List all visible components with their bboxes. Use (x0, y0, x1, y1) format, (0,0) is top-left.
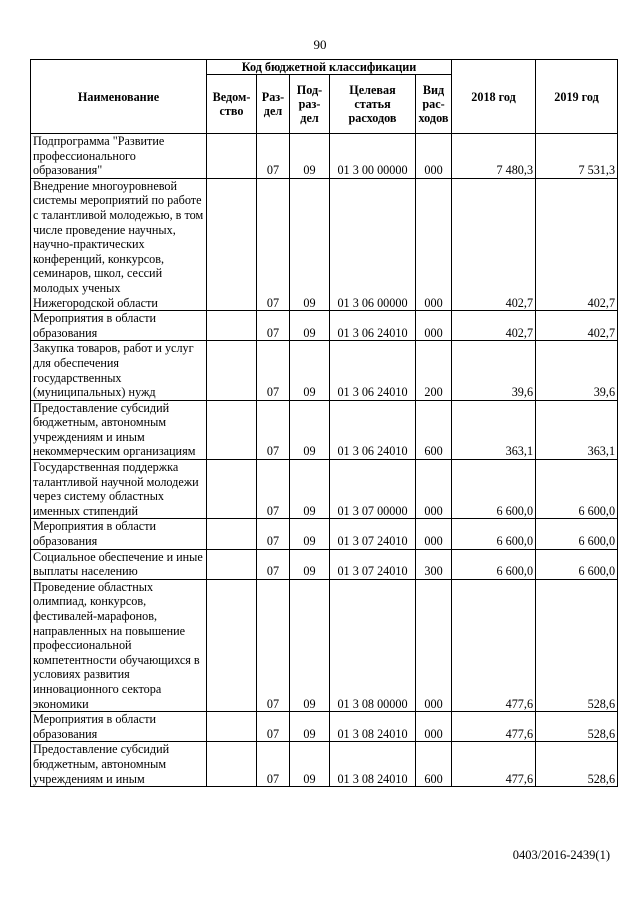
table-row (31, 742, 618, 787)
header-podrazdel (290, 75, 330, 134)
cell-podrazdel: 09 (290, 400, 330, 459)
cell-2019: 528,6 (536, 579, 618, 711)
budget-table (30, 59, 618, 787)
cell-2018: 402,7 (452, 311, 536, 341)
table-row (31, 549, 618, 579)
header-vedomstvo-text: Ведом-ство (212, 90, 251, 118)
table-row (31, 579, 618, 711)
cell-name: Мероприятия в области образования (31, 311, 207, 341)
header-code-group: Код бюджетной классификации (207, 60, 452, 75)
cell-vedomstvo (207, 712, 257, 742)
cell-vid: 000 (416, 134, 452, 179)
cell-podrazdel: 09 (290, 311, 330, 341)
cell-vedomstvo (207, 742, 257, 787)
cell-name: Государственная поддержка талантливой научной молодежи через систему областных именных стипендий (31, 460, 207, 519)
cell-razdel: 07 (257, 341, 290, 400)
cell-vid: 000 (416, 519, 452, 549)
header-2019: 2019 год (536, 60, 618, 134)
cell-podrazdel: 09 (290, 134, 330, 179)
cell-podrazdel: 09 (290, 460, 330, 519)
cell-razdel: 07 (257, 519, 290, 549)
cell-celevaya: 01 3 06 24010 (330, 400, 416, 459)
cell-celevaya: 01 3 07 24010 (330, 549, 416, 579)
cell-2019: 363,1 (536, 400, 618, 459)
cell-name: Внедрение многоуровневой системы мероприятий по работе с талантливой молодежью, в том числе проведение научных, научно-практических конференций, конкурсов, семинаров, школ, сессий молодых ученых Нижегородской области (31, 178, 207, 310)
cell-celevaya: 01 3 07 24010 (330, 519, 416, 549)
cell-2018: 6 600,0 (452, 460, 536, 519)
cell-2019: 6 600,0 (536, 460, 618, 519)
table-row (31, 519, 618, 549)
cell-name: Предоставление субсидий бюджетным, автономным учреждениям и иным (31, 742, 207, 787)
cell-celevaya: 01 3 08 24010 (330, 742, 416, 787)
cell-2018: 6 600,0 (452, 549, 536, 579)
cell-name: Мероприятия в области образования (31, 712, 207, 742)
cell-vid: 000 (416, 712, 452, 742)
cell-razdel: 07 (257, 134, 290, 179)
cell-vedomstvo (207, 549, 257, 579)
cell-2018: 7 480,3 (452, 134, 536, 179)
cell-2019: 6 600,0 (536, 549, 618, 579)
cell-razdel: 07 (257, 460, 290, 519)
header-2018: 2018 год (452, 60, 536, 134)
cell-2019: 402,7 (536, 311, 618, 341)
table-header (31, 60, 618, 134)
table-body (31, 134, 618, 787)
cell-2018: 402,7 (452, 178, 536, 310)
cell-2018: 477,6 (452, 579, 536, 711)
table-row (31, 134, 618, 179)
cell-razdel: 07 (257, 549, 290, 579)
cell-podrazdel: 09 (290, 712, 330, 742)
document-code: 0403/2016-2439(1) (512, 848, 610, 862)
cell-2019: 528,6 (536, 742, 618, 787)
cell-name: Предоставление субсидий бюджетным, автономным учреждениям и иным некоммерческим организациям (31, 400, 207, 459)
cell-podrazdel: 09 (290, 341, 330, 400)
cell-celevaya: 01 3 06 24010 (330, 311, 416, 341)
cell-vid: 600 (416, 400, 452, 459)
cell-2018: 363,1 (452, 400, 536, 459)
cell-vedomstvo (207, 311, 257, 341)
cell-razdel: 07 (257, 311, 290, 341)
page-number: 90 (313, 37, 327, 52)
cell-vedomstvo (207, 341, 257, 400)
cell-2019: 6 600,0 (536, 519, 618, 549)
cell-vedomstvo (207, 178, 257, 310)
table-row (31, 460, 618, 519)
cell-name: Закупка товаров, работ и услуг для обеспечения государственных (муниципальных) нужд (31, 341, 207, 400)
cell-name: Подпрограмма "Развитие профессионального образования" (31, 134, 207, 179)
cell-2018: 477,6 (452, 712, 536, 742)
cell-vedomstvo (207, 579, 257, 711)
header-vid-text: Вид рас-ходов (418, 83, 449, 125)
cell-2019: 402,7 (536, 178, 618, 310)
cell-celevaya: 01 3 06 00000 (330, 178, 416, 310)
cell-razdel: 07 (257, 579, 290, 711)
cell-2019: 39,6 (536, 341, 618, 400)
header-celevaya-text: Целевая статья расходов (348, 83, 397, 125)
cell-podrazdel: 09 (290, 519, 330, 549)
table-row (31, 400, 618, 459)
cell-razdel: 07 (257, 742, 290, 787)
cell-celevaya: 01 3 06 24010 (330, 341, 416, 400)
table-row (31, 311, 618, 341)
cell-2018: 477,6 (452, 742, 536, 787)
header-vedomstvo (207, 75, 257, 134)
table-row (31, 341, 618, 400)
cell-vid: 000 (416, 178, 452, 310)
cell-vedomstvo (207, 400, 257, 459)
cell-podrazdel: 09 (290, 742, 330, 787)
cell-podrazdel: 09 (290, 549, 330, 579)
cell-2019: 7 531,3 (536, 134, 618, 179)
cell-name: Проведение областных олимпиад, конкурсов, фестивалей-марафонов, направленных на повышение профессиональной компетентности обучающихся в условиях развития инновационного сектора экономики (31, 579, 207, 711)
header-vid (416, 75, 452, 134)
cell-razdel: 07 (257, 400, 290, 459)
cell-vid: 000 (416, 311, 452, 341)
cell-vedomstvo (207, 519, 257, 549)
cell-2018: 6 600,0 (452, 519, 536, 549)
cell-name: Социальное обеспечение и иные выплаты населению (31, 549, 207, 579)
cell-vid: 600 (416, 742, 452, 787)
cell-podrazdel: 09 (290, 579, 330, 711)
cell-razdel: 07 (257, 178, 290, 310)
cell-celevaya: 01 3 08 24010 (330, 712, 416, 742)
cell-celevaya: 01 3 07 00000 (330, 460, 416, 519)
header-razdel-text: Раз-дел (261, 90, 285, 118)
cell-razdel: 07 (257, 712, 290, 742)
cell-vedomstvo (207, 134, 257, 179)
cell-vid: 000 (416, 579, 452, 711)
cell-celevaya: 01 3 00 00000 (330, 134, 416, 179)
cell-name: Мероприятия в области образования (31, 519, 207, 549)
cell-vedomstvo (207, 460, 257, 519)
cell-vid: 200 (416, 341, 452, 400)
header-celevaya (330, 75, 416, 134)
cell-podrazdel: 09 (290, 178, 330, 310)
cell-celevaya: 01 3 08 00000 (330, 579, 416, 711)
cell-2018: 39,6 (452, 341, 536, 400)
cell-2019: 528,6 (536, 712, 618, 742)
header-name: Наименование (31, 60, 207, 134)
table-row (31, 178, 618, 310)
header-podrazdel-text: Под-раз-дел (296, 83, 323, 125)
header-razdel (257, 75, 290, 134)
table-row (31, 712, 618, 742)
cell-vid: 000 (416, 460, 452, 519)
cell-vid: 300 (416, 549, 452, 579)
